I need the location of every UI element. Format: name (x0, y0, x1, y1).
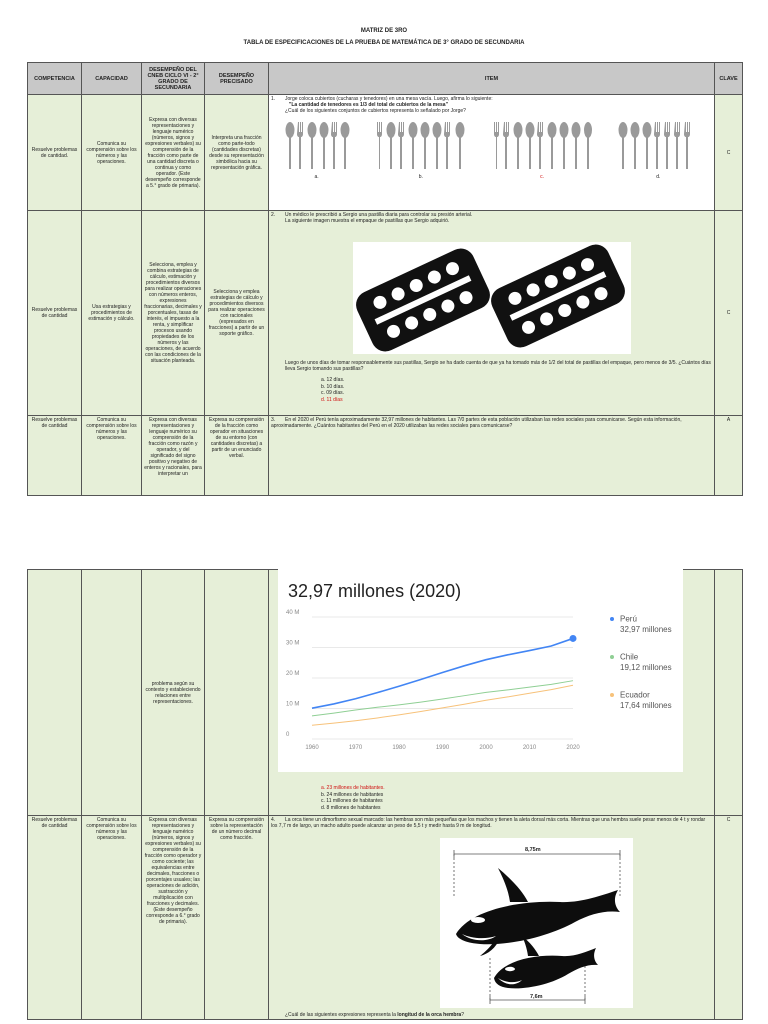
option-a[interactable] (284, 120, 350, 180)
clave-cell: C (715, 816, 743, 1020)
y-tick-label: 30 M (286, 640, 300, 647)
answer-option-correct[interactable]: a. 23 millones de habitantes. (321, 785, 385, 791)
clave-cell: A (715, 416, 743, 496)
legend-value: 19,12 millones (620, 663, 672, 672)
item-text: En el 2020 el Perú tenía aproximadamente 32,97 millones de habitantes. Las 7/0 partes de esta población utilizaban las redes sociales para comunicarse. Según esta información, aproximadamente. ¿Cuántos habitantes del Perú en el 2020 utilizaban las redes sociales para comunicarse? (271, 417, 682, 429)
answer-option[interactable]: b. 10 días. (321, 383, 345, 390)
x-tick-label: 2010 (522, 745, 537, 751)
answer-option[interactable]: d. 8 millones de habitantes (321, 804, 381, 811)
spec-table-1 (27, 62, 743, 496)
item-cell (269, 416, 715, 496)
option-label: a. (314, 174, 319, 180)
series-line-perú (312, 638, 573, 708)
legend-dot (610, 693, 614, 697)
desempeno-cneb-cell: Expresa con diversas representaciones y lenguaje numérico su comprensión de la fracción como razón y operador, y del significado del signo positivo y negativo de enteros y racionales, para interpretar un (142, 416, 205, 496)
col-clave: CLAVE (715, 63, 743, 95)
series-line-ecuador (312, 685, 573, 725)
item-text: La siguiente imagen muestra el empaque de pastillas que Sergio adquirió. (285, 218, 450, 224)
item-cell (269, 95, 715, 211)
cutlery-set-icon (617, 120, 699, 170)
table-row (28, 211, 743, 416)
y-tick-label: 10 M (286, 701, 300, 708)
col-item: ITEM (269, 63, 715, 95)
competencia-cell: Resuelve problemas de cantidad (28, 416, 82, 496)
orca-image (440, 838, 633, 1008)
cutlery-set-icon (284, 120, 350, 170)
option-c[interactable] (492, 120, 592, 180)
desempeno-precisado-cell (205, 570, 269, 816)
series-endpoint (570, 635, 577, 642)
answer-option[interactable]: b. 24 millones de habitantes (321, 791, 384, 798)
item-text: La orca tiene un dimorfismo sexual marcado: las hembras son más pequeñas que los machos y tienen la aleta dorsal más corta. Mientras que una hembra suele pesar menos de 4 t y rondar los 7,7 m de largo, un macho adulto puede alcanzar un peso de 5,5 t y medir hasta 9 m de longitud. (271, 817, 706, 829)
option-label-correct: c. (540, 174, 545, 180)
utensil-options (271, 120, 712, 180)
item-quote: "La cantidad de tenedores es 1/3 del total de cubiertos de la mesa" (289, 102, 448, 108)
table-row (28, 816, 743, 1020)
clave-cell: C (715, 95, 743, 211)
legend-dot (610, 617, 614, 621)
desempeno-precisado-cell: Expresa su comprensión de la fracción como operador en situaciones de su entorno (con cantidades discretas) a partir de un enunciado verbal. (205, 416, 269, 496)
orca-illustration (440, 838, 633, 1008)
legend-dot (610, 655, 614, 659)
item-cell (269, 211, 715, 416)
capacidad-cell: Comunica su comprensión sobre los números y las operaciones. (82, 416, 142, 496)
line-chart (278, 567, 683, 772)
col-competencia: COMPETENCIA (28, 63, 82, 95)
capacidad-cell: Usa estrategias y procedimientos de estimación y cálculo. (82, 211, 142, 416)
option-label: b. (418, 174, 423, 180)
item-question: ¿Cuál de las siguientes expresiones representa la longitud de la orca hembra? (285, 1012, 464, 1018)
competencia-cell: Resuelve problemas de cantidad (28, 816, 82, 1020)
table-row (28, 95, 743, 211)
competencia-cell: Resuelve problemas de cantidad. (28, 95, 82, 211)
answer-option-correct[interactable]: d. 11 días (321, 396, 343, 403)
female-orca-icon (494, 936, 598, 988)
x-tick-label: 2020 (566, 745, 580, 751)
series-line-chile (312, 681, 573, 716)
legend-name: Ecuador (620, 690, 650, 700)
x-tick-label: 1970 (348, 745, 363, 751)
option-b[interactable] (375, 120, 467, 180)
legend-name: Chile (620, 652, 639, 662)
clave-cell: C (715, 211, 743, 416)
option-d[interactable] (617, 120, 699, 180)
item-question: Luego de unos días de tomar responsablemente sus pastillas, Sergio se ha dado cuenta de que ya ha tomado más de 1/2 del total de pastillas del empaque, pero menos de 3/5. ¿Cuántos días lleva Sergio tomando sus pastillas? (285, 360, 711, 372)
desempeno-precisado-cell: Selecciona y emplea estrategias de cálculo y procedimientos diversos para realizar operaciones con racionales (expresados en fracciones) a partir de un soporte gráfico. (205, 211, 269, 416)
item-number: 4. (271, 817, 276, 823)
clave-cell (715, 570, 743, 816)
x-tick-label: 1980 (392, 745, 406, 751)
legend-value: 17,64 millones (620, 701, 672, 710)
desempeno-cneb-cell: Expresa con diversas representaciones y lenguaje numérico (números, signos y expresiones verbales) su comprensión de la fracción como parte de una cantidad discreta o continua y como operador. (Este desempeño corresponde a 5.° grado de primaria). (142, 95, 205, 211)
legend-value: 32,97 millones (620, 625, 672, 634)
desempeno-precisado-cell: Interpreta una fracción como parte-todo (cantidades discretas) desde su representación simbólica hacia su representación gráfica. (205, 95, 269, 211)
item-number: 3. (271, 417, 276, 423)
dimension-bottom-label: 7,6m (530, 994, 543, 1000)
option-label: d. (656, 174, 661, 180)
item-question: ¿Cuál de los siguientes conjuntos de cubiertos representa lo señalado por Jorge? (285, 108, 466, 114)
y-tick-label: 0 (286, 732, 290, 738)
desempeno-cneb-cell: problema según su contexto y estableciendo relaciones entre representaciones. (142, 570, 205, 816)
answer-option[interactable]: a. 12 días. (321, 377, 345, 383)
table-row (28, 416, 743, 496)
capacidad-cell: Comunica su comprensión sobre los números y las operaciones. (82, 95, 142, 211)
col-desempeno-precisado: DESEMPEÑO PRECISADO (205, 63, 269, 95)
matrix-title: MATRIZ DE 3RO (360, 28, 408, 34)
capacidad-cell (82, 570, 142, 816)
col-capacidad: CAPACIDAD (82, 63, 142, 95)
legend-name: Perú (620, 614, 637, 624)
population-chart (278, 567, 683, 772)
competencia-cell: Resuelve problemas de cantidad (28, 211, 82, 416)
answer-option[interactable]: c. 11 millones de habitantes (321, 798, 383, 804)
competencia-cell (28, 570, 82, 816)
y-tick-label: 20 M (286, 671, 300, 677)
desempeno-precisado-cell: Expresa su comprensión sobre la representación de un número decimal como fracción. (205, 816, 269, 1020)
pill-blister-image (353, 242, 631, 354)
item-text: Jorge coloca cubiertos (cucharas y tenedores) en una mesa vacía. Luego, afirma lo siguiente: (285, 96, 493, 102)
table-title: TABLA DE ESPECIFICACIONES DE LA PRUEBA DE MATEMÁTICA DE 3° GRADO DE SECUNDARIA (243, 40, 525, 46)
x-tick-label: 2000 (479, 745, 493, 751)
answer-option[interactable]: c. 09 días. (321, 390, 345, 396)
capacidad-cell: Comunica su comprensión sobre los números y las operaciones. (82, 816, 142, 1020)
cutlery-set-icon (492, 120, 592, 170)
desempeno-cneb-cell: Selecciona, emplea y combina estrategias de cálculo, estimación y procedimientos diversos para realizar operaciones con números enteros, expresiones fraccionarias, decimales y porcentuales, tasas de interés, el impuesto a la renta, y simplificar procesos usando propiedades de los números y las operaciones, de acuerdo con las condiciones de la situación planteada. (142, 211, 205, 416)
dimension-top-label: 8,75m (525, 847, 541, 853)
x-tick-label: 1960 (305, 745, 319, 751)
x-tick-label: 1990 (435, 745, 450, 751)
item-number: 2. (271, 212, 276, 218)
cutlery-set-icon (375, 120, 467, 170)
male-orca-icon (456, 868, 620, 956)
chart-title: 32,97 millones (2020) (288, 581, 462, 601)
document-header (0, 28, 768, 52)
col-desempeno-cneb: DESEMPEÑO DEL CNEB CICLO VI - 2° GRADO DE SECUNDARIA (142, 63, 205, 95)
desempeno-cneb-cell: Expresa con diversas representaciones y lenguaje numérico (números, signos y expresiones verbales) su comprensión de la fracción como operador y como cociente; las equivalencias entre decimales, fracciones o porcentajes usuales; las operaciones de adición, sustracción y multiplicación con fracciones y decimales. (Este desempeño corresponde a 6.° grado de primaria). (142, 816, 205, 1020)
y-tick-label: 40 M (286, 610, 300, 616)
item-text: Un médico le prescribió a Sergio una pastilla diaria para controlar su presión arterial. (285, 212, 473, 218)
item-number: 1. (271, 96, 276, 102)
